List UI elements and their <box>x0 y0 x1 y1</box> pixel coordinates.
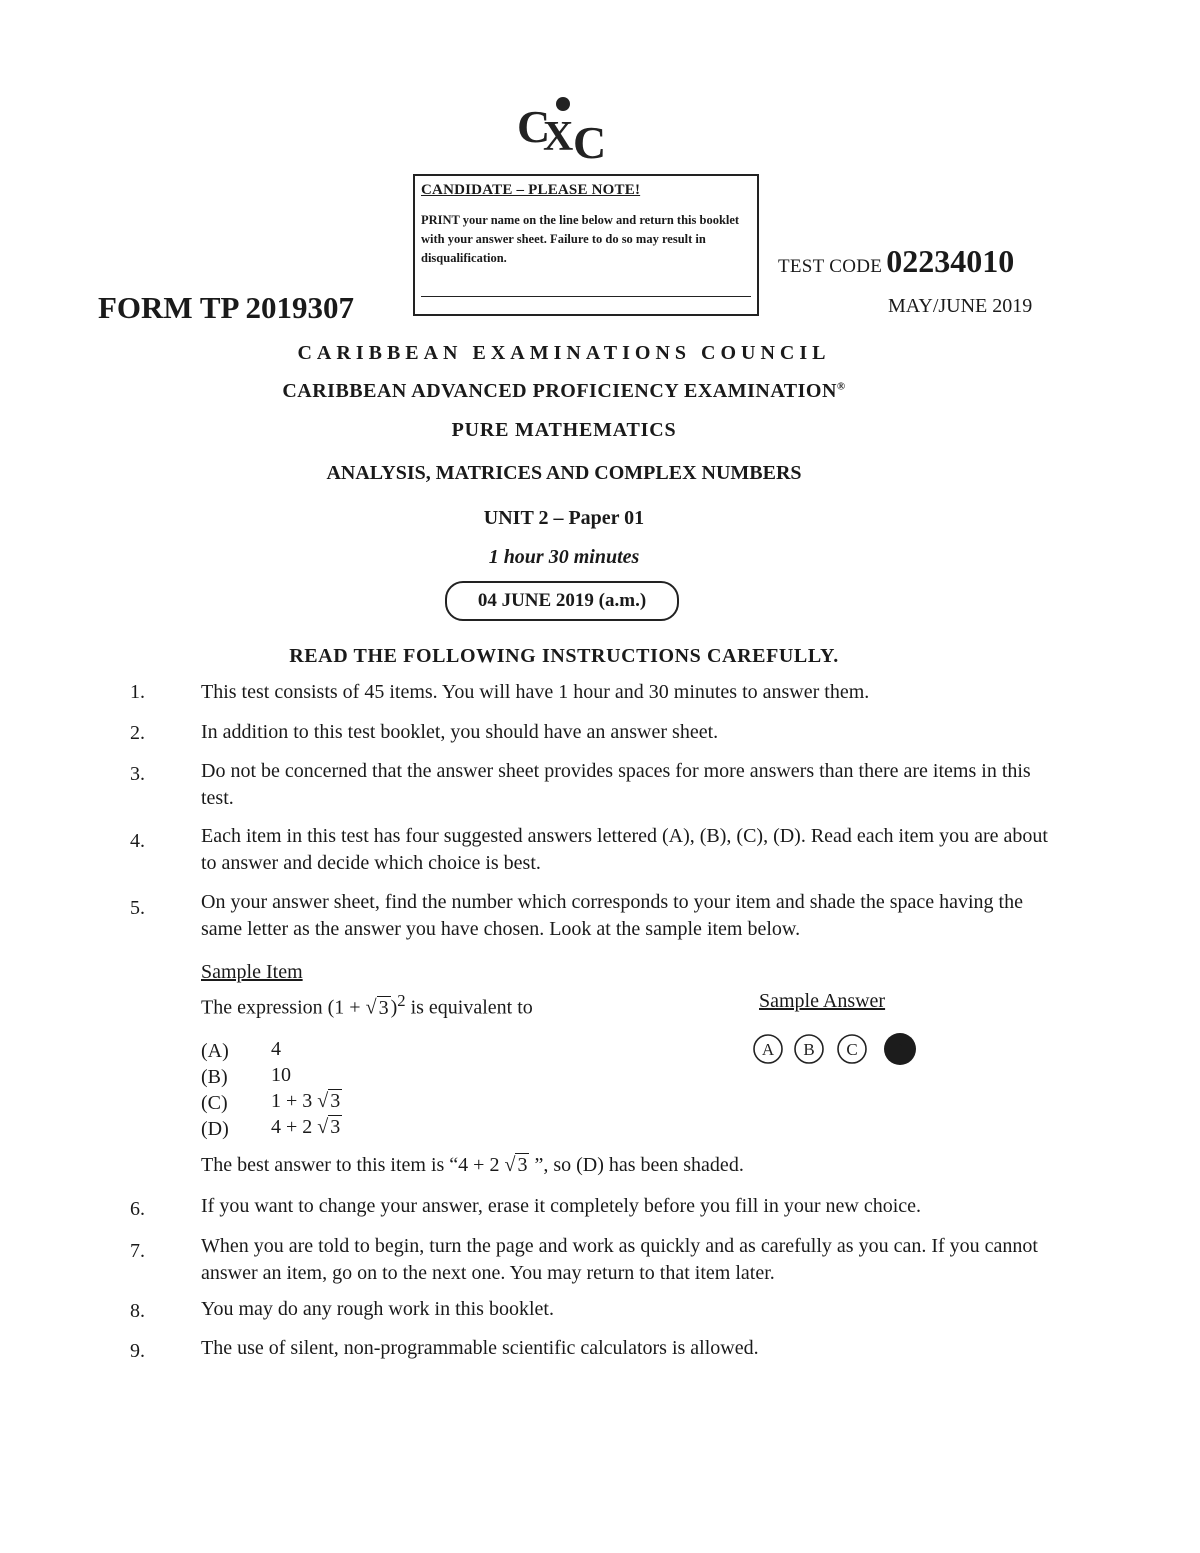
option-letter: (C) <box>201 1092 228 1114</box>
sample-question-exponent: 2 <box>397 991 406 1010</box>
instruction-number: 4. <box>130 830 145 852</box>
logo-letter-c2: C <box>573 117 607 164</box>
best-answer-explanation <box>201 1154 744 1177</box>
square-root-symbol: √ 3 <box>317 1090 341 1112</box>
candidate-note-box <box>413 174 759 316</box>
instruction-number: 8. <box>130 1300 145 1322</box>
logo-letter-x: X <box>543 114 574 160</box>
instruction-text: Do not be concerned that the answer sheet provides spaces for more answers than there are items in this test. <box>201 760 1031 809</box>
instruction-number: 1. <box>130 681 145 703</box>
best-answer-end: ”, so (D) has been shaded. <box>529 1154 744 1176</box>
bubble-letter-d: D <box>893 1040 907 1059</box>
option-text-start: 4 + 2 <box>271 1116 318 1138</box>
subject-title: PURE MATHEMATICS <box>451 419 677 441</box>
instructions-heading: READ THE FOLLOWING INSTRUCTIONS CAREFULLY. <box>289 645 839 667</box>
exam-duration: 1 hour 30 minutes <box>488 546 640 568</box>
unit-paper: UNIT 2 – Paper 01 <box>483 507 645 529</box>
best-answer-start: The best answer to this item is “4 + 2 <box>201 1154 505 1176</box>
bubble-letter-b: B <box>803 1040 815 1059</box>
instruction-text: On your answer sheet, find the number which corresponds to your item and shade the space having the same letter as the answer you have chosen. Look at the sample item below. <box>201 891 1023 940</box>
square-root-symbol: √ 3 <box>365 996 389 1019</box>
sample-question <box>201 991 533 1020</box>
candidate-note-title: CANDIDATE – PLEASE NOTE! <box>421 182 641 198</box>
option-radicand: 3 <box>330 1116 341 1138</box>
square-root-symbol: √ 3 <box>317 1116 341 1138</box>
logo-figure-head <box>556 97 570 111</box>
sample-answer-label: Sample Answer <box>759 990 886 1012</box>
option-text <box>271 1090 342 1113</box>
exam-date: 04 JUNE 2019 (a.m.) <box>445 581 679 621</box>
instruction-text: If you want to change your answer, erase it completely before you fill in your new choice. <box>201 1195 922 1217</box>
option-radicand: 3 <box>330 1090 341 1112</box>
instruction-number: 3. <box>130 763 145 785</box>
exam-name <box>0 380 1128 403</box>
logo-letter-c1: C <box>517 101 551 152</box>
exam-session: MAY/JUNE 2019 <box>888 295 1033 317</box>
instruction-number: 6. <box>130 1198 145 1220</box>
best-answer-radicand: 3 <box>517 1154 528 1176</box>
test-code-value: 02234010 <box>886 243 1015 279</box>
instruction-text: This test consists of 45 items. You will have 1 hour and 30 minutes to answer them. <box>201 681 870 703</box>
candidate-name-line[interactable] <box>421 296 751 297</box>
form-number: FORM TP 2019307 <box>98 290 355 325</box>
option-letter: (B) <box>201 1066 228 1088</box>
sample-question-start: The expression (1 + <box>201 996 366 1019</box>
option-text-start: 1 + 3 <box>271 1090 318 1112</box>
sample-answer-bubbles <box>752 1032 922 1066</box>
paper-title: ANALYSIS, MATRICES AND COMPLEX NUMBERS <box>326 462 802 484</box>
sample-question-radicand: 3 <box>378 996 389 1019</box>
council-name: CARIBBEAN EXAMINATIONS COUNCIL <box>297 342 831 364</box>
instruction-text: In addition to this test booklet, you should have an answer sheet. <box>201 721 719 743</box>
option-text: 10 <box>271 1064 291 1086</box>
square-root-symbol: √ 3 <box>504 1154 528 1176</box>
candidate-note-text: PRINT your name on the line below and return this booklet with your answer sheet. Failure to do so may result in disqualification. <box>421 213 740 265</box>
option-letter: (D) <box>201 1118 229 1140</box>
instruction-text: Each item in this test has four suggested answers lettered (A), (B), (C), (D). Read each item you are about to answer and decide which choice is best. <box>201 825 1048 874</box>
exam-name-text: CARIBBEAN ADVANCED PROFICIENCY EXAMINATION <box>282 380 837 402</box>
instruction-number: 9. <box>130 1340 145 1362</box>
instruction-text: When you are told to begin, turn the page and work as quickly and as carefully as you can. If you cannot answer an item, go on to the next one. You may return to that item later. <box>201 1235 1038 1284</box>
option-letter: (A) <box>201 1040 229 1062</box>
bubble-letter-a: A <box>761 1040 775 1059</box>
test-code <box>778 243 1014 280</box>
sample-question-close: ) <box>390 996 398 1019</box>
instruction-number: 2. <box>130 722 145 744</box>
registered-mark: ® <box>836 380 846 393</box>
sample-item-label: Sample Item <box>201 961 303 983</box>
bubble-letter-c: C <box>846 1040 858 1059</box>
instruction-text: You may do any rough work in this booklet. <box>201 1298 554 1320</box>
option-text: 4 <box>271 1038 281 1060</box>
test-code-label: TEST CODE <box>778 256 883 277</box>
instruction-number: 7. <box>130 1240 145 1262</box>
instruction-text: The use of silent, non-programmable scientific calculators is allowed. <box>201 1337 759 1359</box>
option-text <box>271 1116 342 1139</box>
cxc-logo <box>515 92 615 164</box>
sample-question-end: is equivalent to <box>405 996 533 1019</box>
instruction-number: 5. <box>130 897 145 919</box>
